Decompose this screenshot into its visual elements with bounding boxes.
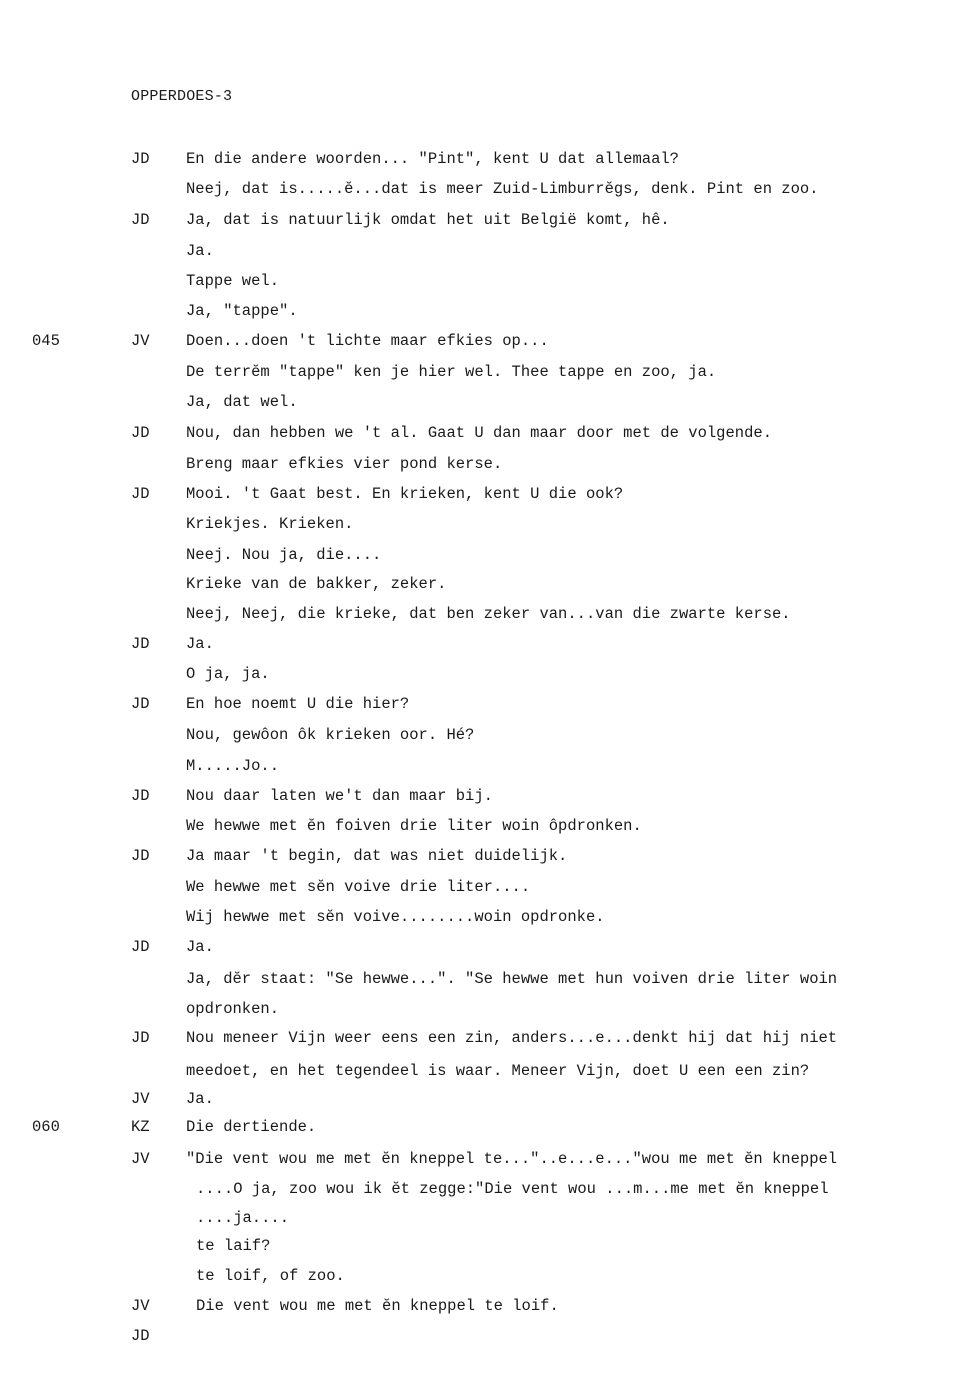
transcript-line [0, 298, 973, 324]
transcript-line [0, 1146, 973, 1172]
speaker-initials: JD [131, 695, 150, 713]
utterance-text: "Die vent wou me met ĕn kneppel te..."..e...e..."wou me met ĕn kneppel [186, 1150, 838, 1168]
utterance-text: Nou meneer Vijn weer eens een zin, anders...e...denkt hij dat hij niet [186, 1029, 838, 1047]
utterance-text: Mooi. 't Gaat best. En krieken, kent U die ook? [186, 485, 624, 503]
transcript-line [0, 1233, 973, 1259]
transcript-line [0, 691, 973, 717]
speaker-initials: JD [131, 787, 150, 805]
utterance-text: Die vent wou me met ĕn kneppel te loif. [196, 1297, 559, 1315]
transcript-line [0, 1025, 973, 1051]
utterance-text: En hoe noemt U die hier? [186, 695, 410, 713]
utterance-text: meedoet, en het tegendeel is waar. Meneer Vijn, doet U een een zin? [186, 1062, 810, 1080]
speaker-initials: JV [131, 1297, 150, 1315]
transcript-line [0, 753, 973, 779]
transcript-line [0, 389, 973, 415]
transcript-line [0, 451, 973, 477]
utterance-text: Neej, dat is.....ĕ...dat is meer Zuid-Limburrĕgs, denk. Pint en zoo. [186, 180, 819, 198]
utterance-text: O ja, ja. [186, 665, 270, 683]
utterance-text: Ja. [186, 242, 214, 260]
transcript-line [0, 1176, 973, 1202]
transcript-line [0, 631, 973, 657]
utterance-text: We hewwe met sĕn voive drie liter.... [186, 878, 531, 896]
transcript-line [0, 843, 973, 869]
utterance-text: Ja. [186, 1090, 214, 1108]
transcript-line [0, 359, 973, 385]
transcript-line [0, 1323, 973, 1349]
utterance-text: ....O ja, zoo wou ik ĕt zegge:"Die vent wou ...m...me met ĕn kneppel [196, 1180, 829, 1198]
transcript-line [0, 328, 973, 354]
speaker-initials: JD [131, 847, 150, 865]
transcript-line [0, 1205, 973, 1231]
utterance-text: Ja. [186, 938, 214, 956]
transcript-line [0, 238, 973, 264]
transcript-line [0, 601, 973, 627]
transcript-line [0, 661, 973, 687]
transcript-line [0, 542, 973, 568]
utterance-text: We hewwe met ĕn foiven drie liter woin ôpdronken. [186, 817, 642, 835]
speaker-initials: JD [131, 150, 150, 168]
counter-number: 060 [32, 1118, 60, 1136]
transcript-line [0, 783, 973, 809]
speaker-initials: JD [131, 1327, 150, 1345]
transcript-line [0, 176, 973, 202]
utterance-text: ....ja.... [196, 1209, 290, 1227]
utterance-text: Die dertiende. [186, 1118, 317, 1136]
transcript-line [0, 1293, 973, 1319]
utterance-text: Neej, Neej, die krieke, dat ben zeker van...van die zwarte kerse. [186, 605, 791, 623]
utterance-text: Neej. Nou ja, die.... [186, 546, 382, 564]
utterance-text: De terrĕm "tappe" ken je hier wel. Thee tappe en zoo, ja. [186, 363, 717, 381]
speaker-initials: JD [131, 424, 150, 442]
speaker-initials: JD [131, 635, 150, 653]
transcript-line [0, 813, 973, 839]
utterance-text: Ja. [186, 635, 214, 653]
utterance-text: Nou, dan hebben we 't al. Gaat U dan maar door met de volgende. [186, 424, 772, 442]
speaker-initials: KZ [131, 1118, 150, 1136]
transcript-line [0, 966, 973, 992]
speaker-initials: JD [131, 211, 150, 229]
speaker-initials: JD [131, 938, 150, 956]
transcript-line [0, 1263, 973, 1289]
utterance-text: Kriekjes. Krieken. [186, 515, 354, 533]
utterance-text: Ja maar 't begin, dat was niet duidelijk. [186, 847, 568, 865]
utterance-text: Tappe wel. [186, 272, 280, 290]
utterance-text: Breng maar efkies vier pond kerse. [186, 455, 503, 473]
utterance-text: Doen...doen 't lichte maar efkies op... [186, 332, 549, 350]
utterance-text: te laif? [196, 1237, 271, 1255]
utterance-text: En die andere woorden... "Pint", kent U dat allemaal? [186, 150, 679, 168]
speaker-initials: JD [131, 1029, 150, 1047]
transcript-line [0, 146, 973, 172]
transcript-line [0, 420, 973, 446]
transcript-line [0, 511, 973, 537]
transcript-line [0, 996, 973, 1022]
transcript-line [0, 207, 973, 233]
utterance-text: Krieke van de bakker, zeker. [186, 575, 447, 593]
transcript-line [0, 1086, 973, 1112]
utterance-text: Ja, "tappe". [186, 302, 298, 320]
transcript-line [0, 571, 973, 597]
speaker-initials: JV [131, 1150, 150, 1168]
transcript-line [0, 934, 973, 960]
transcript-line [0, 481, 973, 507]
speaker-initials: JV [131, 332, 150, 350]
transcript-line [0, 268, 973, 294]
transcript-line [0, 874, 973, 900]
counter-number: 045 [32, 332, 60, 350]
utterance-text: opdronken. [186, 1000, 280, 1018]
transcript-line [0, 1114, 973, 1140]
utterance-text: M.....Jo.. [186, 757, 280, 775]
utterance-text: Nou daar laten we't dan maar bij. [186, 787, 493, 805]
utterance-text: Ja, dat wel. [186, 393, 298, 411]
utterance-text: Wij hewwe met sĕn voive........woin opdronke. [186, 908, 605, 926]
utterance-text: Nou, gewôon ôk krieken oor. Hé? [186, 726, 475, 744]
transcript-line [0, 1058, 973, 1084]
transcript-line [0, 904, 973, 930]
utterance-text: Ja, dat is natuurlijk omdat het uit België komt, hê. [186, 211, 670, 229]
speaker-initials: JD [131, 485, 150, 503]
transcript-line [0, 722, 973, 748]
utterance-text: te loif, of zoo. [196, 1267, 345, 1285]
speaker-initials: JV [131, 1090, 150, 1108]
page-header: OPPERDOES-3 [131, 88, 233, 105]
utterance-text: Ja, dĕr staat: "Se hewwe...". "Se hewwe met hun voiven drie liter woin [186, 970, 838, 988]
